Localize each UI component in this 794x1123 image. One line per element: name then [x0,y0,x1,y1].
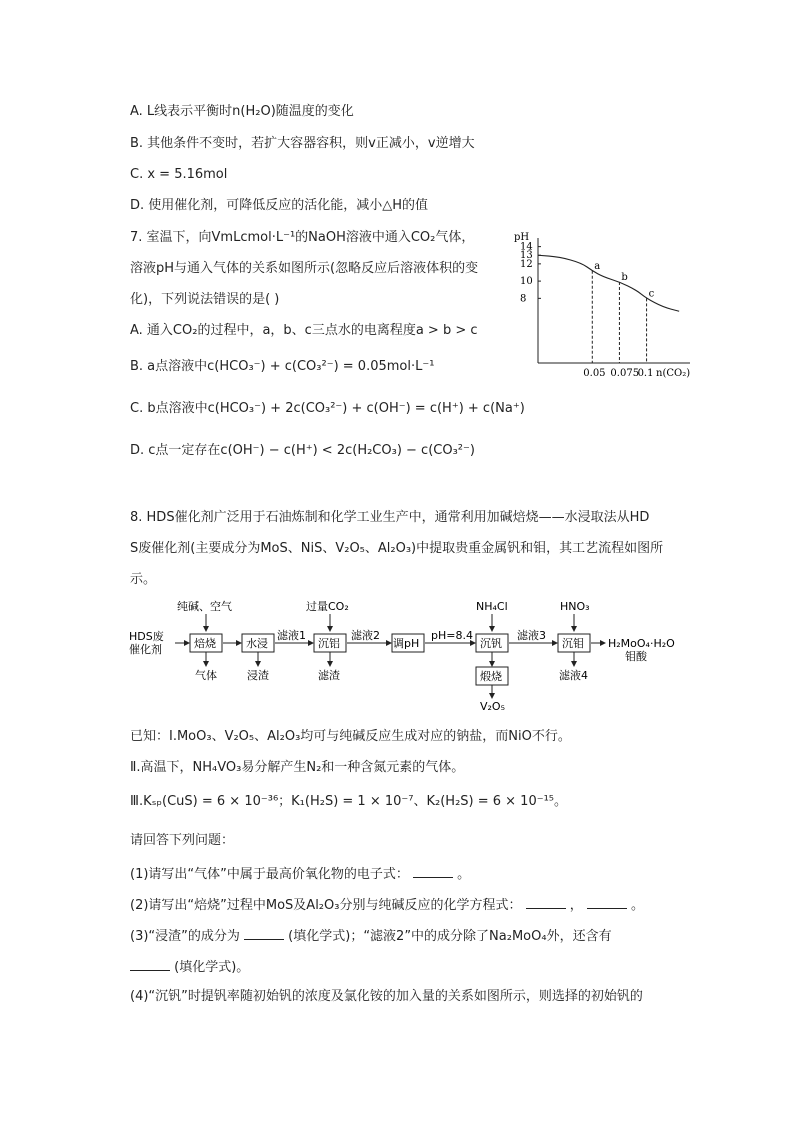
input-nh4cl: NH₄Cl [476,600,508,613]
q7-option-d: D. c点一定存在c(OH⁻) − c(H⁺) < 2c(H₂CO₃) − c(CO₃²⁻) [130,443,475,458]
label-precip-v: 沉钒 [480,637,502,650]
arrow-filtrate2: 滤液2 [351,629,380,642]
end-punct-1: 。 [457,867,471,882]
q8-stem-line3: 示。 [130,572,157,587]
x-axis-label: n(CO₂) [656,368,691,379]
arrow-filtrate1: 滤液1 [277,629,306,642]
y-tick-label: 13 [520,250,533,262]
answer-blank-2a[interactable] [526,895,566,909]
flow-start-line1: HDS废 [129,630,164,643]
x-tick-label: 0.1 [637,368,654,379]
sub-question-2 [130,895,644,915]
flow-start-line2: 催化剂 [129,643,162,656]
answer-blank-2b[interactable] [587,895,627,909]
label-adjust-ph: 调pH [393,637,420,650]
q7-stem-line3: 化)，下列说法错误的是( ) [130,292,280,307]
q7-stem-line2: 溶液pH与通入气体的关系如图所示(忽略反应后溶液体积的变 [130,261,479,276]
arrow-ph: pH=8.4 [431,629,473,642]
answer-blank-1[interactable] [413,864,453,878]
known-3: Ⅲ.Kₛₚ(CuS) = 6 × 10⁻³⁶；K₁(H₂S) = 1 × 10⁻⁷、K₂(H₂S) = 6 × 10⁻¹⁵。 [130,794,568,809]
x-tick-label: 0.05 [583,368,606,379]
y-axis-label: pH [514,232,530,243]
output-leach-residue: 浸渣 [247,669,269,682]
known-1: 已知：Ⅰ.MoO₃、V₂O₅、Al₂O₃均可与纯碱反应生成对应的钠盐，而NiO不行。 [130,729,571,744]
end-punct-2: 。 [631,898,645,913]
q7-option-a: A. 通入CO₂的过程中，a，b、c三点水的电离程度a > b > c [130,323,478,338]
label-calcine: 煅烧 [480,670,502,683]
label-leach: 水浸 [246,637,268,650]
label-roast: 焙烧 [194,637,216,650]
point-label: a [594,260,601,272]
q8-stem-line2: S废催化剂(主要成分为MoS、NiS、V₂O₅、Al₂O₃)中提取贵重金属钒和钼，其工艺流程如图所 [130,541,664,556]
label-precip-al: 沉铝 [318,637,340,650]
option-a-prev: A. L线表示平衡时n(H₂O)随温度的变化 [130,104,354,119]
option-c-prev: C. x = 5.16mol [130,167,228,182]
q7-option-c: C. b点溶液中c(HCO₃⁻) + 2c(CO₃²⁻) + c(OH⁻) = c(H⁺) + c(Na⁺) [130,401,525,416]
q7-option-b: B. a点溶液中c(HCO₃⁻) + c(CO₃²⁻) = 0.05mol·L⁻¹ [130,359,435,374]
sub-question-3-cont [130,957,249,977]
ph-curve [538,255,679,311]
process-flow-chart [125,598,685,713]
ph-chart [510,228,700,383]
option-d-prev: D. 使用催化剂，可降低反应的活化能，减小△H的值 [130,198,429,213]
sub-question-1 [130,864,470,884]
input-hno3: HNO₃ [560,600,590,613]
sub-question-1-text: (1)请写出“气体”中属于最高价氧化物的电子式： [130,867,409,882]
sub-question-3-text-b: (填化学式)；“滤液2”中的成分除了Na₂MoO₄外，还含有 [288,929,612,944]
answer-blank-3b[interactable] [130,957,170,971]
y-tick-label: 10 [520,276,533,288]
point-label: b [621,271,628,283]
output-v2o5: V₂O₅ [480,700,506,713]
y-tick-label: 12 [520,258,533,270]
product-name: 钼酸 [625,650,647,663]
comma-2: ， [569,898,583,913]
sub-question-3-text-c: (填化学式)。 [174,960,250,975]
arrow-filtrate3: 滤液3 [517,629,546,642]
sub-question-2-text: (2)请写出“焙烧”过程中MoS及Al₂O₃分别与纯碱反应的化学方程式： [130,898,522,913]
product-formula: H₂MoO₄·H₂O [608,637,675,650]
q7-stem-line1: 7. 室温下，向VmLcmol·L⁻¹的NaOH溶液中通入CO₂气体， [130,230,475,245]
ask-text: 请回答下列问题： [130,833,235,848]
input-soda-air: 纯碱、空气 [177,600,232,613]
sub-question-3-text-a: (3)“浸渣”的成分为 [130,929,240,944]
output-filtrate4: 滤液4 [559,669,588,682]
option-b-prev: B. 其他条件不变时，若扩大容器容积，则v正减小，v逆增大 [130,136,475,151]
label-precip-mo: 沉钼 [562,637,584,650]
point-label: c [648,288,655,300]
answer-blank-3a[interactable] [244,926,284,940]
chart-axes [538,238,690,363]
q8-stem-line1: 8. HDS催化剂广泛用于石油炼制和化学工业生产中，通常利用加碱焙烧——水浸取法从HD [130,510,650,525]
sub-question-3 [130,926,612,946]
output-filter-residue: 滤渣 [318,669,340,682]
input-co2: 过量CO₂ [306,600,349,613]
x-tick-label: 0.075 [610,368,640,379]
known-2: Ⅱ.高温下，NH₄VO₃易分解产生N₂和一种含氮元素的气体。 [130,760,465,775]
y-tick-label: 14 [520,241,533,253]
sub-question-4: (4)“沉钒”时提钒率随初始钒的浓度及氯化铵的加入量的关系如图所示，则选择的初始钒的 [130,989,643,1004]
y-tick-label: 8 [520,293,527,305]
output-gas: 气体 [195,669,217,682]
